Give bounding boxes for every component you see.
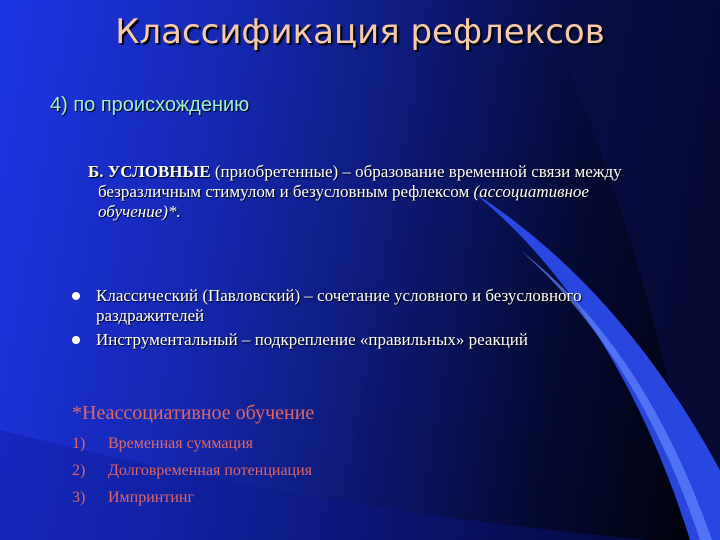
list-text: Долговременная потенциация <box>108 462 313 479</box>
list-text: Временная суммация <box>108 435 253 452</box>
list-text: Импринтинг <box>108 489 195 506</box>
bullet-list <box>72 286 632 354</box>
conditioned-reflex-definition <box>88 162 658 222</box>
conditioned-description: (приобретенные) – образование временной связи между безразличным стимулом и безусловным рефлексом <box>98 162 622 201</box>
list-item <box>72 457 472 484</box>
slide-title: Классификация рефлексов <box>115 12 605 52</box>
bullet-dot-icon <box>72 336 80 344</box>
list-item <box>72 330 632 350</box>
bullet-dot-icon <box>72 292 80 300</box>
list-number: 2) <box>72 462 86 479</box>
slide-subtitle: 4) по происхождению <box>50 94 250 116</box>
list-number: 3) <box>72 489 86 506</box>
conditioned-term: Б. УСЛОВНЫЕ <box>88 162 211 181</box>
list-item <box>72 286 632 326</box>
list-item <box>72 430 472 457</box>
conditioned-note: (ассоциативное обучение)*. <box>98 182 589 221</box>
list-item <box>72 484 472 511</box>
footnote-heading: *Неассоциативное обучение <box>72 402 315 424</box>
footnote-list <box>72 430 472 511</box>
list-number: 1) <box>72 435 86 452</box>
bullet-text: Инструментальный – подкрепление «правильных» реакций <box>96 330 528 349</box>
footnote-block <box>72 400 472 511</box>
bullet-text: Классический (Павловский) – сочетание условного и безусловного раздражителей <box>96 286 582 325</box>
